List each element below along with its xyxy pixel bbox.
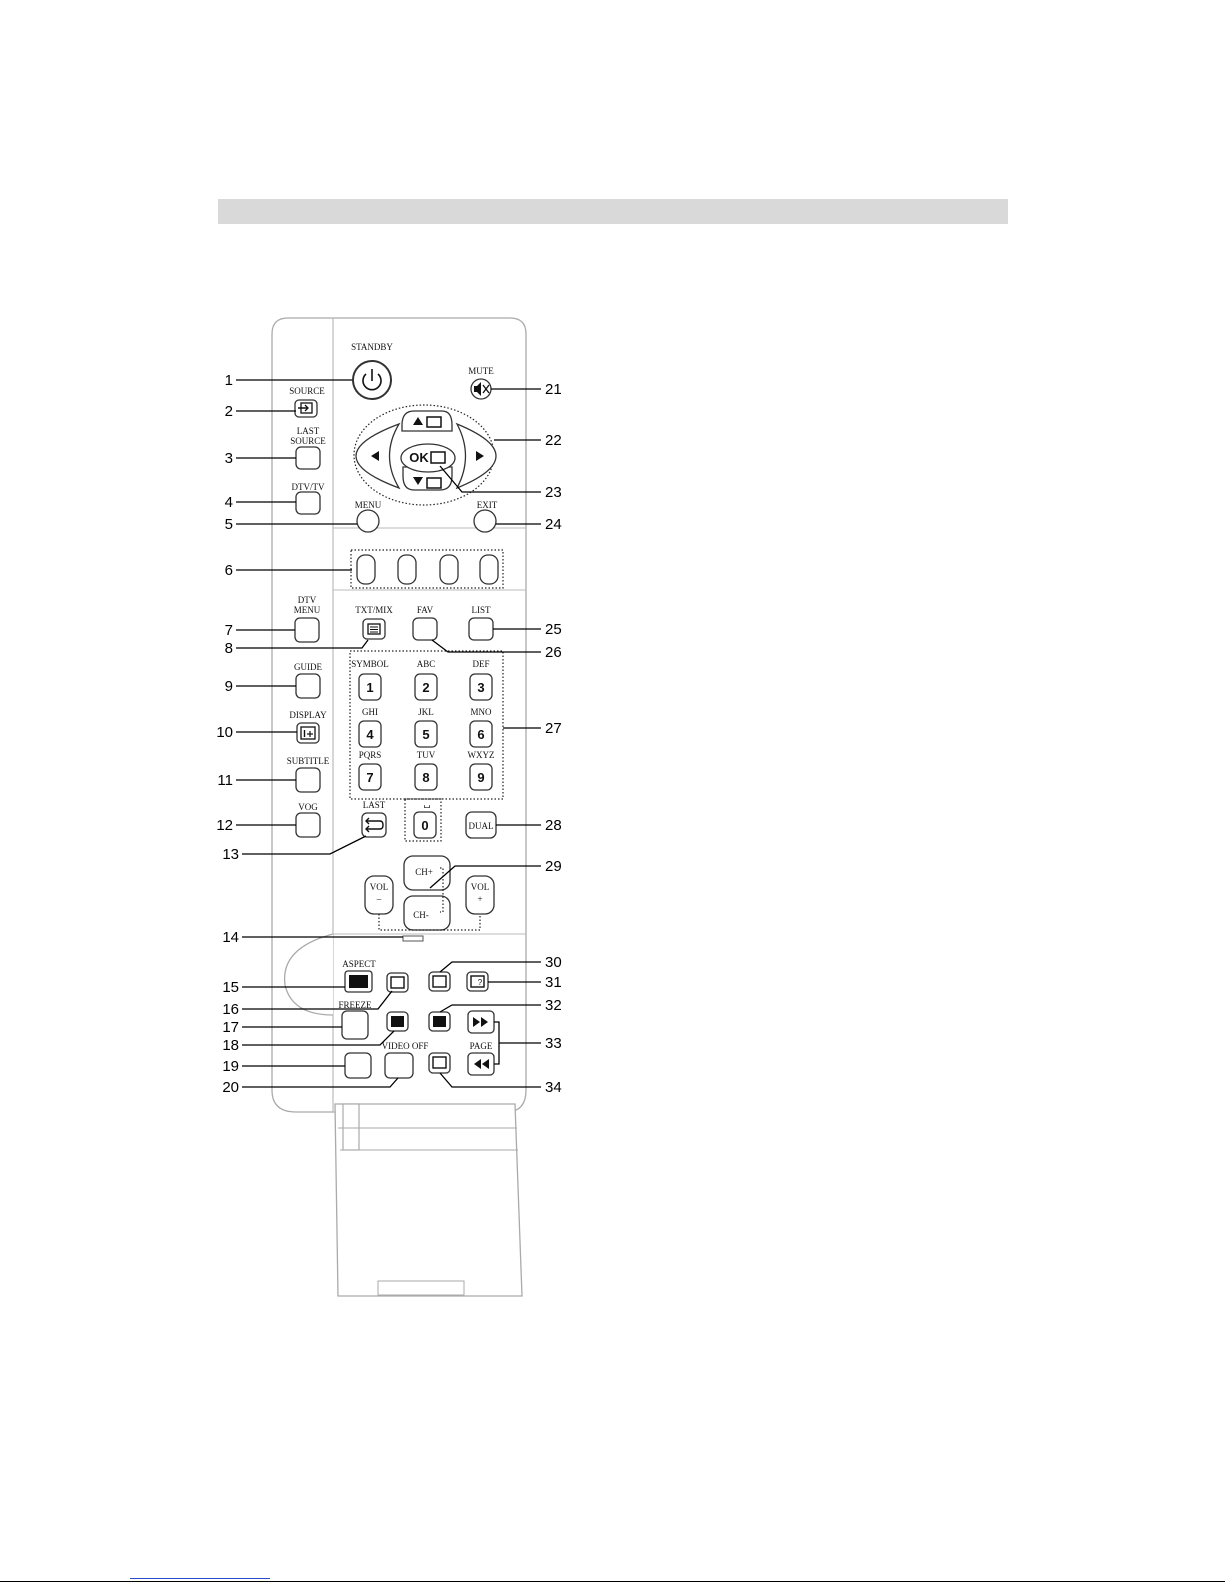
ok-label: OK: [409, 450, 429, 465]
freeze-label: FREEZE: [338, 1000, 372, 1010]
vog-label: VOG: [298, 802, 318, 812]
keypad-letters-2: ABC: [416, 659, 436, 669]
ch-minus-label: CH-: [413, 910, 429, 920]
keypad-letters-3: DEF: [472, 659, 490, 669]
digit-label-3: 3: [477, 680, 485, 695]
callout-15: 15: [222, 979, 239, 996]
teletext-reveal-icon: [471, 976, 484, 987]
fav-label: FAV: [416, 605, 434, 615]
callout-5: 5: [224, 516, 233, 533]
callout-6: 6: [224, 562, 233, 579]
standby-label: STANDBY: [351, 342, 393, 352]
source-label: SOURCE: [289, 386, 325, 396]
callout-22: 22: [545, 432, 562, 449]
digit-label-2: 2: [422, 680, 430, 695]
callout-18: 18: [222, 1037, 239, 1054]
keypad-letters-6: MNO: [470, 707, 492, 717]
callout-13: 13: [222, 846, 239, 863]
callout-23: 23: [545, 484, 562, 501]
digit-label-7: 7: [366, 770, 374, 785]
keypad-letters-7: PQRS: [358, 750, 382, 760]
video-off-label: VIDEO OFF: [381, 1041, 429, 1051]
menu-label: MENU: [354, 500, 382, 510]
teletext-mode-icon: [433, 1057, 446, 1068]
subtitle-button[interactable]: [296, 768, 320, 792]
callout-19: 19: [222, 1058, 239, 1075]
vol-minus-sign: –: [376, 894, 382, 904]
callout-33: 33: [545, 1035, 562, 1052]
indicator-slot: [403, 936, 423, 941]
callout-14: 14: [222, 929, 239, 946]
aspect-icon: [349, 975, 368, 988]
digit-label-9: 9: [477, 770, 485, 785]
exit-label: EXIT: [476, 500, 498, 510]
exit-button[interactable]: [474, 510, 496, 532]
vog-button[interactable]: [296, 813, 320, 837]
vol-minus-label-line1: VOL: [369, 882, 389, 892]
vol-plus-label-line1: VOL: [470, 882, 490, 892]
info-icon: [301, 727, 315, 739]
battery-cover: [335, 1104, 522, 1296]
last-source-label-line1: LAST: [296, 426, 320, 436]
dual-label: DUAL: [468, 821, 494, 831]
svg-text:?: ?: [477, 978, 483, 987]
battery-cover-tab: [378, 1281, 464, 1295]
callout-25: 25: [545, 621, 562, 638]
dtv-tv-label: DTV/TV: [291, 482, 325, 492]
callout-10: 10: [216, 724, 233, 741]
keypad-letters-9: WXYZ: [467, 750, 495, 760]
list-label: LIST: [471, 605, 491, 615]
digit-label-8: 8: [422, 770, 430, 785]
callout-17: 17: [222, 1019, 239, 1036]
teletext-index-icon: [391, 977, 404, 988]
digit-label-6: 6: [477, 727, 485, 742]
teletext-cancel-icon: [433, 1016, 446, 1027]
footer-rule: [0, 1581, 1225, 1582]
digit-label-0: 0: [421, 818, 429, 833]
fav-button[interactable]: [413, 618, 437, 640]
color-button-blue[interactable]: [480, 555, 498, 584]
vol-plus-sign: +: [477, 894, 483, 904]
txt-mix-label: TXT/MIX: [355, 605, 393, 615]
last-label: LAST: [362, 800, 386, 810]
callout-1: 1: [224, 372, 233, 389]
callout-9: 9: [224, 678, 233, 695]
callout-26: 26: [545, 644, 562, 661]
callout-28: 28: [545, 817, 562, 834]
digit-label-5: 5: [422, 727, 430, 742]
menu-button[interactable]: [357, 510, 379, 532]
teletext-up-icon: [427, 417, 441, 427]
callout-20: 20: [222, 1079, 239, 1096]
space-symbol-label: ␣: [423, 798, 431, 808]
color-button-red[interactable]: [357, 555, 375, 584]
guide-label: GUIDE: [294, 662, 322, 672]
callout-16: 16: [222, 1001, 239, 1018]
keypad-letters-5: JKL: [418, 707, 434, 717]
freeze-button[interactable]: [342, 1011, 368, 1039]
keypad-letters-4: GHI: [362, 707, 378, 717]
teletext-hold-icon: [431, 452, 445, 463]
battery-cover-latch: [343, 1104, 359, 1150]
color-button-green[interactable]: [398, 555, 416, 584]
teletext-size-icon: [391, 1016, 404, 1027]
callout-27: 27: [545, 720, 562, 737]
callout-8: 8: [224, 640, 233, 657]
color-button-yellow[interactable]: [440, 555, 458, 584]
dtv-menu-label-line1: DTV: [297, 595, 317, 605]
callout-12: 12: [216, 817, 233, 834]
page-label: PAGE: [469, 1041, 493, 1051]
callout-32: 32: [545, 997, 562, 1014]
digit-label-4: 4: [366, 727, 374, 742]
dtv-menu-label-line2: MENU: [293, 605, 321, 615]
callout-2: 2: [224, 403, 233, 420]
callout-4: 4: [224, 494, 233, 511]
teletext-icon: [368, 624, 380, 634]
callout-24: 24: [545, 516, 562, 533]
teletext-down-icon: [427, 478, 441, 488]
subtitle-label: SUBTITLE: [286, 756, 330, 766]
callout-29: 29: [545, 858, 562, 875]
callout-34: 34: [545, 1079, 562, 1096]
extra-button-19[interactable]: [345, 1053, 371, 1078]
callout-3: 3: [224, 450, 233, 467]
video-off-button[interactable]: [385, 1053, 413, 1078]
dtv-tv-button[interactable]: [296, 492, 320, 514]
display-label: DISPLAY: [289, 710, 327, 720]
mute-label: MUTE: [468, 366, 494, 376]
guide-button[interactable]: [296, 674, 320, 698]
last-source-button[interactable]: [296, 447, 320, 469]
dtv-menu-button[interactable]: [295, 618, 319, 642]
digit-label-1: 1: [366, 680, 374, 695]
aspect-label: ASPECT: [342, 959, 376, 969]
teletext-subpage-icon: [433, 976, 446, 987]
numeric-keypad: [351, 659, 494, 790]
footer-link-underline: [130, 1578, 270, 1579]
list-button[interactable]: [469, 618, 493, 640]
keypad-letters-1: SYMBOL: [351, 659, 389, 669]
callout-7: 7: [224, 622, 233, 639]
callout-21: 21: [545, 381, 562, 398]
callout-31: 31: [545, 974, 562, 991]
callout-11: 11: [217, 772, 233, 789]
last-source-label-line2: SOURCE: [290, 436, 326, 446]
ch-plus-label: CH+: [415, 867, 433, 877]
keypad-letters-8: TUV: [416, 750, 436, 760]
callout-30: 30: [545, 954, 562, 971]
